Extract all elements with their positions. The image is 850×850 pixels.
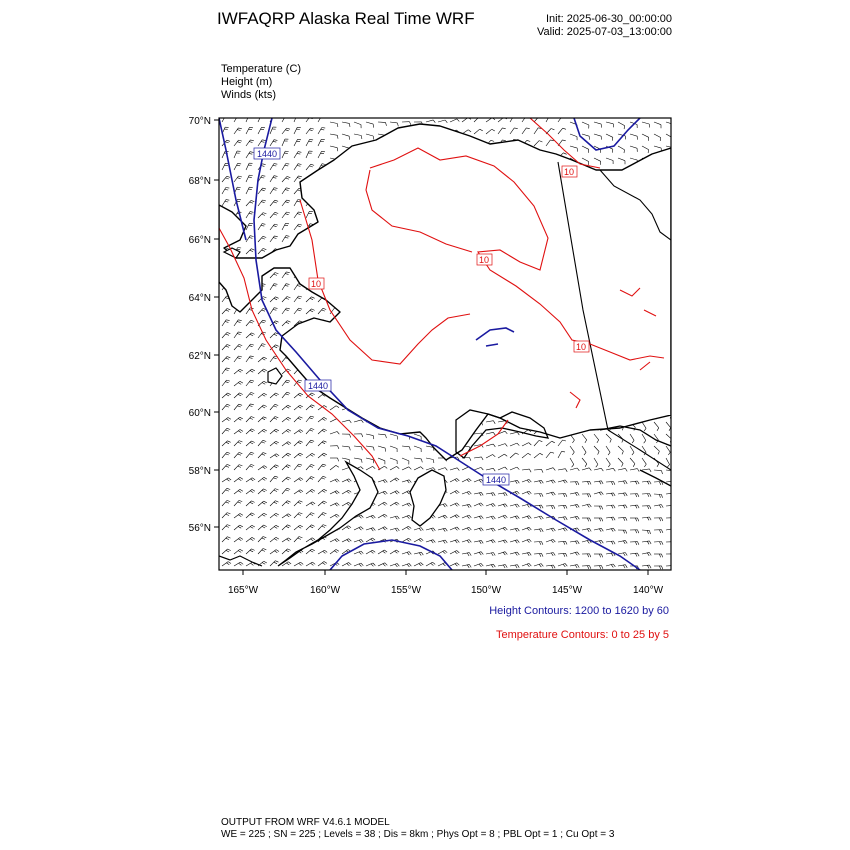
lat-label-60: 60°N (188, 408, 211, 419)
temp-label-4: 10 (563, 167, 575, 177)
height-label-1: 1440 (256, 149, 278, 159)
longitude-ticks (243, 570, 648, 575)
lon-label-150: 150°W (470, 585, 502, 596)
lat-label-58: 58°N (188, 466, 211, 477)
se-alaska-panhandle (600, 426, 671, 486)
lat-label-66: 66°N (188, 235, 211, 246)
field-label-temperature: Temperature (C) (221, 63, 302, 75)
lat-label-56: 56°N (188, 523, 211, 534)
lon-label-160: 160°W (309, 585, 341, 596)
footer-model-line: OUTPUT FROM WRF V4.6.1 MODEL (221, 817, 390, 828)
nunivak-island (268, 368, 282, 384)
map-title: IWFAQRP Alaska Real Time WRF (217, 9, 475, 28)
temperature-contour-legend: Temperature Contours: 0 to 25 by 5 (495, 629, 669, 641)
alaska-peninsula (278, 462, 378, 566)
field-label-winds: Winds (kts) (221, 89, 276, 101)
lon-label-155: 155°W (390, 585, 422, 596)
kodiak-island (410, 470, 446, 526)
footer-config-line: WE = 225 ; SN = 225 ; Levels = 38 ; Dis = 8km ; Phys Opt = 8 ; PBL Opt = 1 ; Cu Opt = 3 (221, 829, 615, 840)
temp-label-2: 10 (478, 255, 490, 265)
height-label-2: 1440 (307, 381, 329, 391)
lat-label-68: 68°N (188, 176, 211, 187)
valid-time: Valid: 2025-07-03_13:00:00 (537, 26, 672, 38)
lon-label-145: 145°W (551, 585, 583, 596)
height-contour-legend: Height Contours: 1200 to 1620 by 60 (489, 605, 669, 617)
init-time: Init: 2025-06-30_00:00:00 (546, 13, 672, 25)
field-label-height: Height (m) (221, 76, 273, 88)
lat-label-62: 62°N (188, 351, 211, 362)
temp-label-1: 10 (310, 279, 322, 289)
lon-label-165: 165°W (227, 585, 259, 596)
lat-label-64: 64°N (188, 293, 211, 304)
lat-label-70: 70°N (188, 116, 211, 127)
temp-label-3: 10 (575, 342, 587, 352)
lon-label-140: 140°W (632, 585, 664, 596)
latitude-ticks (214, 120, 219, 527)
height-label-3: 1440 (485, 475, 507, 485)
